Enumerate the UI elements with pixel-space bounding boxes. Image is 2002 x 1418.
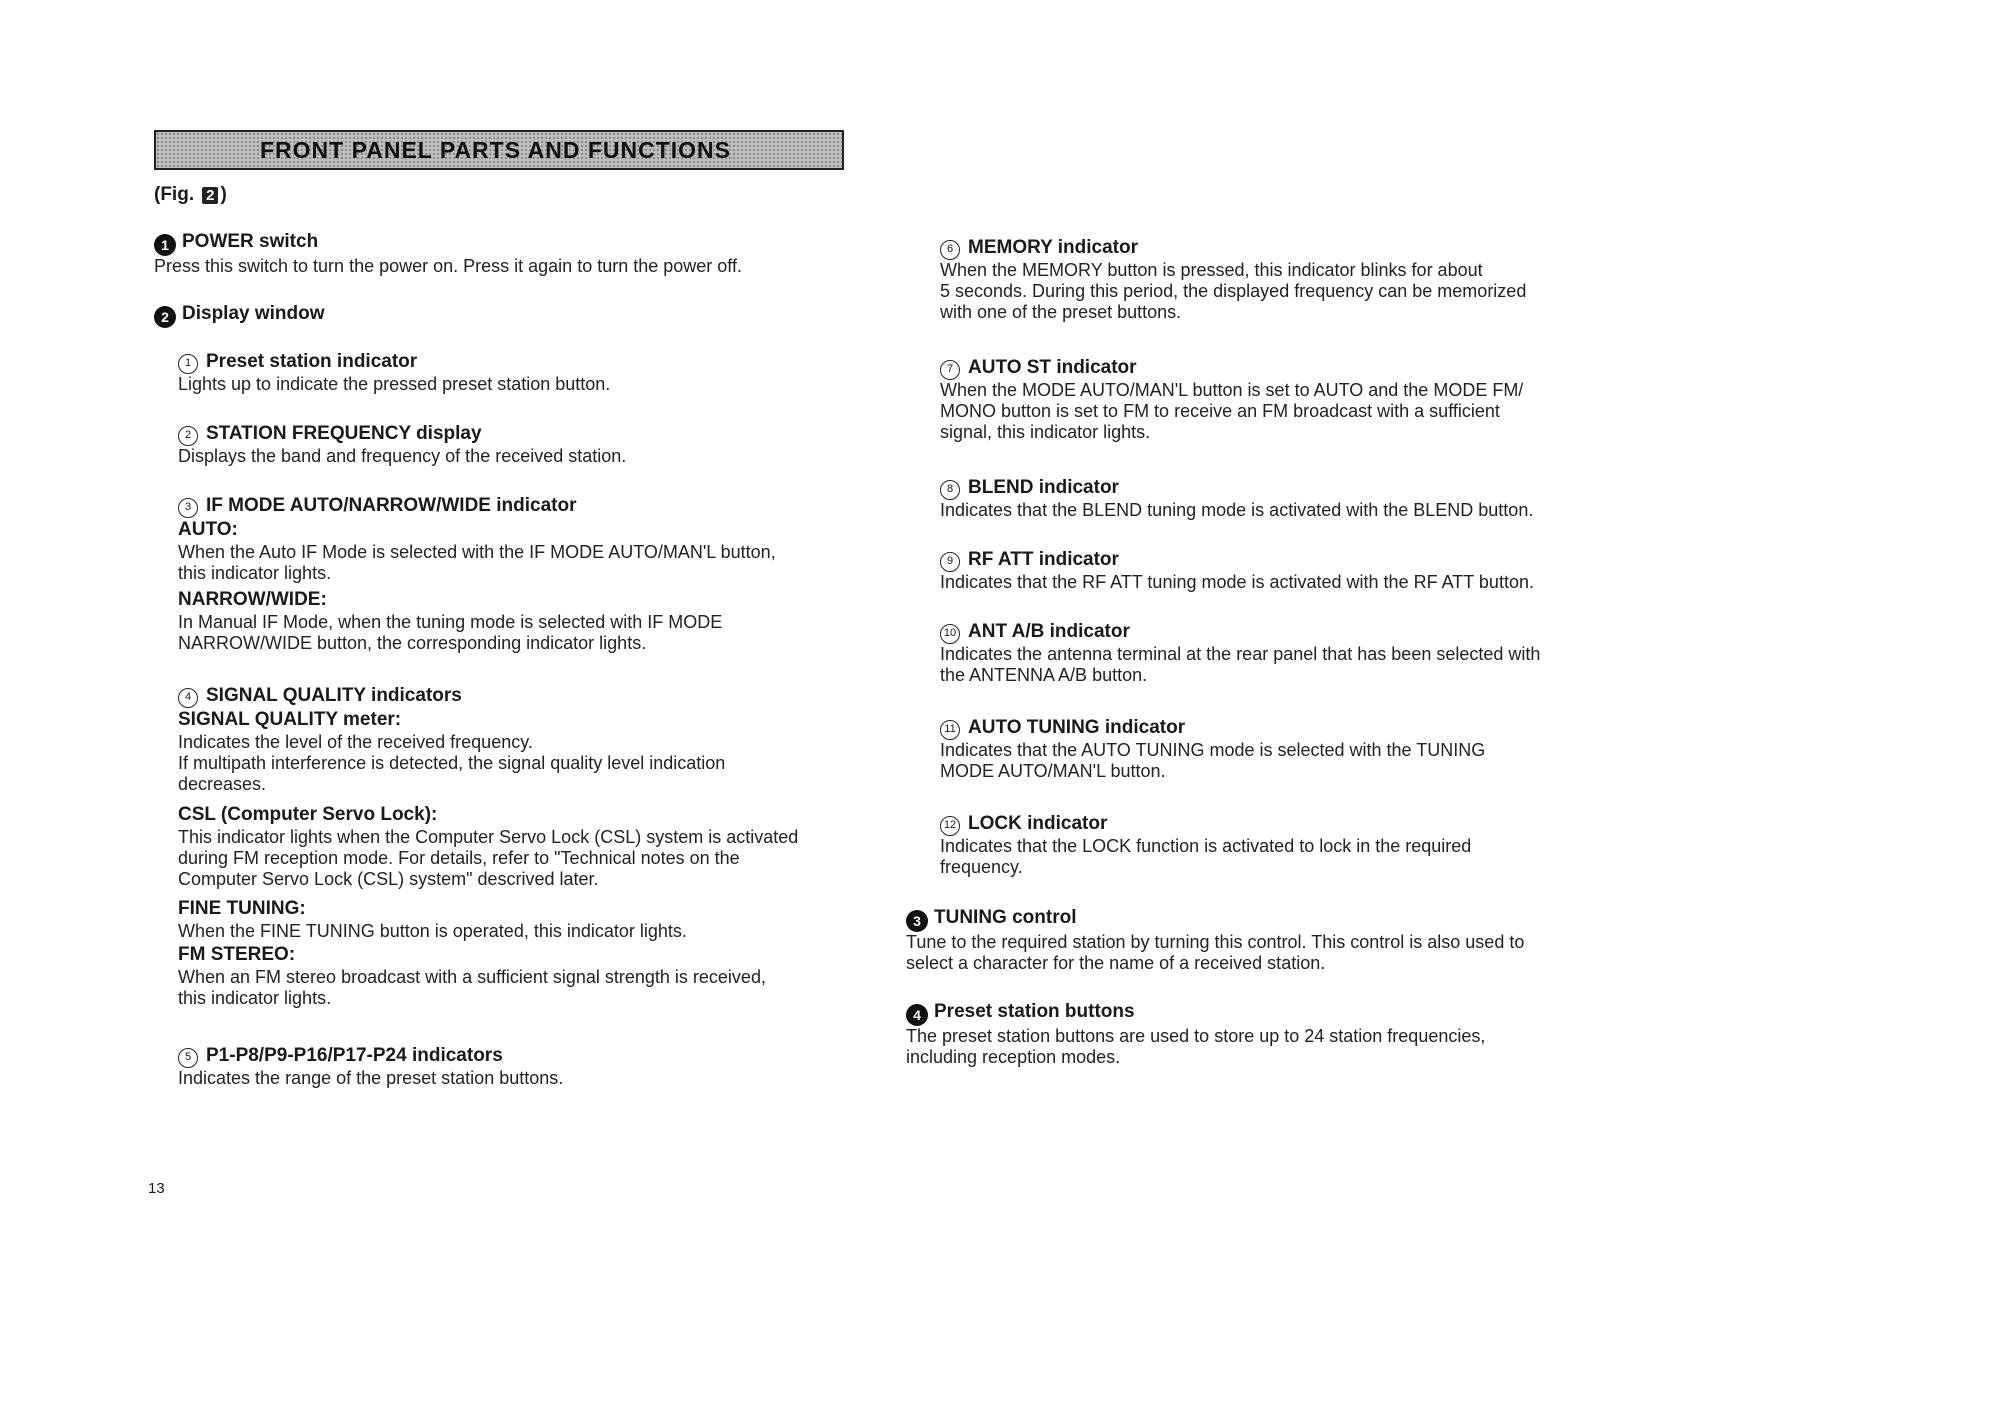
item-heading-text: AUTO TUNING indicator bbox=[968, 717, 1186, 738]
item-subheading: FM STEREO: bbox=[178, 944, 296, 965]
body-text-line: Indicates that the AUTO TUNING mode is selected with the TUNING bbox=[940, 740, 1486, 760]
item-if-mode bbox=[178, 494, 577, 518]
outline-circle-number-icon: 5 bbox=[178, 1048, 198, 1068]
outline-circle-number-icon: 3 bbox=[178, 498, 198, 518]
body-text-line: the ANTENNA A/B button. bbox=[940, 665, 1148, 685]
item-heading bbox=[154, 302, 325, 328]
body-text-line: MONO button is set to FM to receive an FM broadcast with a sufficient bbox=[940, 401, 1500, 421]
filled-circle-number-icon: 4 bbox=[906, 1004, 928, 1026]
body-text-line: Press this switch to turn the power on. Press it again to turn the power off. bbox=[154, 256, 742, 276]
outline-circle-number-icon: 12 bbox=[940, 816, 960, 836]
item-heading-text: POWER switch bbox=[182, 231, 319, 252]
item-heading bbox=[178, 422, 626, 446]
item-subheading: SIGNAL QUALITY meter: bbox=[178, 709, 402, 730]
item-p-indicators bbox=[178, 1044, 563, 1089]
item-auto-tuning bbox=[940, 716, 1485, 782]
item-sq-meter bbox=[178, 708, 725, 795]
body-text-line: including reception modes. bbox=[906, 1047, 1121, 1067]
item-heading bbox=[178, 350, 610, 374]
body-text-line: decreases. bbox=[178, 774, 267, 794]
item-subheading: NARROW/WIDE: bbox=[178, 589, 327, 610]
body-text-line: When the MEMORY button is pressed, this indicator blinks for about bbox=[940, 260, 1483, 280]
body-text-line: MODE AUTO/MAN'L button. bbox=[940, 761, 1166, 781]
item-power bbox=[154, 230, 742, 277]
body-text-line: with one of the preset buttons. bbox=[940, 302, 1182, 322]
body-text-line: NARROW/WIDE button, the corresponding indicator lights. bbox=[178, 633, 647, 653]
outline-circle-number-icon: 7 bbox=[940, 360, 960, 380]
item-heading-text: TUNING control bbox=[934, 907, 1077, 928]
body-text-line: 5 seconds. During this period, the displayed frequency can be memorized bbox=[940, 281, 1527, 301]
outline-circle-number-icon: 11 bbox=[940, 720, 960, 740]
item-heading bbox=[154, 230, 742, 256]
item-blend bbox=[940, 476, 1533, 521]
item-auto bbox=[178, 518, 776, 584]
item-heading-text: SIGNAL QUALITY indicators bbox=[206, 685, 462, 706]
body-text-line: When an FM stereo broadcast with a sufficient signal strength is received, bbox=[178, 967, 766, 987]
item-heading bbox=[940, 548, 1534, 572]
body-text-line: In Manual IF Mode, when the tuning mode is selected with IF MODE bbox=[178, 612, 723, 632]
body-text-line: Displays the band and frequency of the received station. bbox=[178, 446, 627, 466]
item-heading-text: BLEND indicator bbox=[968, 477, 1119, 498]
section-title: FRONT PANEL PARTS AND FUNCTIONS bbox=[260, 136, 731, 163]
item-heading-text: Preset station indicator bbox=[206, 351, 418, 372]
item-heading-text: Display window bbox=[182, 303, 325, 324]
item-heading-text: IF MODE AUTO/NARROW/WIDE indicator bbox=[206, 495, 577, 516]
body-text-line: The preset station buttons are used to store up to 24 station frequencies, bbox=[906, 1026, 1486, 1046]
item-heading bbox=[178, 494, 577, 518]
outline-circle-number-icon: 9 bbox=[940, 552, 960, 572]
body-text-line: When the Auto IF Mode is selected with the IF MODE AUTO/MAN'L button, bbox=[178, 542, 776, 562]
item-heading-text: Preset station buttons bbox=[934, 1001, 1135, 1022]
body-text-line: Computer Servo Lock (CSL) system" descrived later. bbox=[178, 869, 599, 889]
outline-circle-number-icon: 8 bbox=[940, 480, 960, 500]
item-subheading: FINE TUNING: bbox=[178, 898, 306, 919]
item-heading bbox=[940, 476, 1533, 500]
body-text-line: select a character for the name of a received station. bbox=[906, 953, 1326, 973]
item-heading bbox=[906, 1000, 1485, 1026]
item-heading bbox=[906, 906, 1524, 932]
item-signal-quality bbox=[178, 684, 462, 708]
item-fm-stereo bbox=[178, 943, 766, 1009]
outline-circle-number-icon: 2 bbox=[178, 426, 198, 446]
figure-number-badge: 2 bbox=[202, 187, 218, 204]
body-text-line: signal, this indicator lights. bbox=[940, 422, 1151, 442]
outline-circle-number-icon: 1 bbox=[178, 354, 198, 374]
body-text-line: this indicator lights. bbox=[178, 563, 332, 583]
filled-circle-number-icon: 2 bbox=[154, 306, 176, 328]
section-banner bbox=[154, 130, 844, 170]
filled-circle-number-icon: 1 bbox=[154, 234, 176, 256]
item-tuning-control bbox=[906, 906, 1524, 974]
item-heading-text: STATION FREQUENCY display bbox=[206, 423, 482, 444]
page-number: 13 bbox=[148, 1180, 165, 1197]
item-heading bbox=[940, 620, 1540, 644]
item-heading bbox=[178, 684, 462, 708]
item-subheading: CSL (Computer Servo Lock): bbox=[178, 804, 438, 825]
body-text-line: this indicator lights. bbox=[178, 988, 332, 1008]
body-text-line: Tune to the required station by turning this control. This control is also used to bbox=[906, 932, 1525, 952]
item-heading bbox=[940, 716, 1485, 740]
item-heading-text: MEMORY indicator bbox=[968, 237, 1138, 258]
body-text-line: Indicates that the BLEND tuning mode is activated with the BLEND button. bbox=[940, 500, 1534, 520]
item-lock bbox=[940, 812, 1471, 878]
item-preset-buttons bbox=[906, 1000, 1485, 1068]
item-memory bbox=[940, 236, 1526, 323]
item-subheading: AUTO: bbox=[178, 519, 238, 540]
body-text-line: When the FINE TUNING button is operated, this indicator lights. bbox=[178, 921, 687, 941]
item-heading bbox=[178, 1044, 563, 1068]
item-heading bbox=[940, 236, 1526, 260]
item-heading-text: P1-P8/P9-P16/P17-P24 indicators bbox=[206, 1045, 503, 1066]
item-heading-text: LOCK indicator bbox=[968, 813, 1108, 834]
body-text-line: When the MODE AUTO/MAN'L button is set to AUTO and the MODE FM/ bbox=[940, 380, 1524, 400]
item-display bbox=[154, 302, 325, 328]
filled-circle-number-icon: 3 bbox=[906, 910, 928, 932]
body-text-line: Indicates that the LOCK function is activated to lock in the required bbox=[940, 836, 1472, 856]
item-fine-tuning bbox=[178, 897, 687, 942]
body-text-line: This indicator lights when the Computer Servo Lock (CSL) system is activated bbox=[178, 827, 799, 847]
body-text-line: frequency. bbox=[940, 857, 1023, 877]
body-text-line: during FM reception mode. For details, refer to "Technical notes on the bbox=[178, 848, 740, 868]
body-text-line: Indicates the antenna terminal at the rear panel that has been selected with bbox=[940, 644, 1541, 664]
outline-circle-number-icon: 6 bbox=[940, 240, 960, 260]
item-station-freq bbox=[178, 422, 626, 467]
item-heading-text: ANT A/B indicator bbox=[968, 621, 1130, 642]
outline-circle-number-icon: 10 bbox=[940, 624, 960, 644]
item-heading-text: AUTO ST indicator bbox=[968, 357, 1137, 378]
item-preset-ind bbox=[178, 350, 610, 395]
item-heading bbox=[940, 356, 1523, 380]
item-narrow-wide bbox=[178, 588, 722, 654]
item-auto-st bbox=[940, 356, 1523, 443]
figure-reference: (Fig. 2 ) bbox=[154, 184, 227, 205]
outline-circle-number-icon: 4 bbox=[178, 688, 198, 708]
body-text-line: If multipath interference is detected, the signal quality level indication bbox=[178, 753, 726, 773]
item-ant-ab bbox=[940, 620, 1540, 686]
body-text-line: Indicates the level of the received frequency. bbox=[178, 732, 533, 752]
body-text-line: Indicates that the RF ATT tuning mode is activated with the RF ATT button. bbox=[940, 572, 1534, 592]
item-heading-text: RF ATT indicator bbox=[968, 549, 1119, 570]
item-rf-att bbox=[940, 548, 1534, 593]
item-csl bbox=[178, 803, 798, 890]
item-heading bbox=[940, 812, 1471, 836]
body-text-line: Lights up to indicate the pressed preset station button. bbox=[178, 374, 611, 394]
body-text-line: Indicates the range of the preset station buttons. bbox=[178, 1068, 564, 1088]
